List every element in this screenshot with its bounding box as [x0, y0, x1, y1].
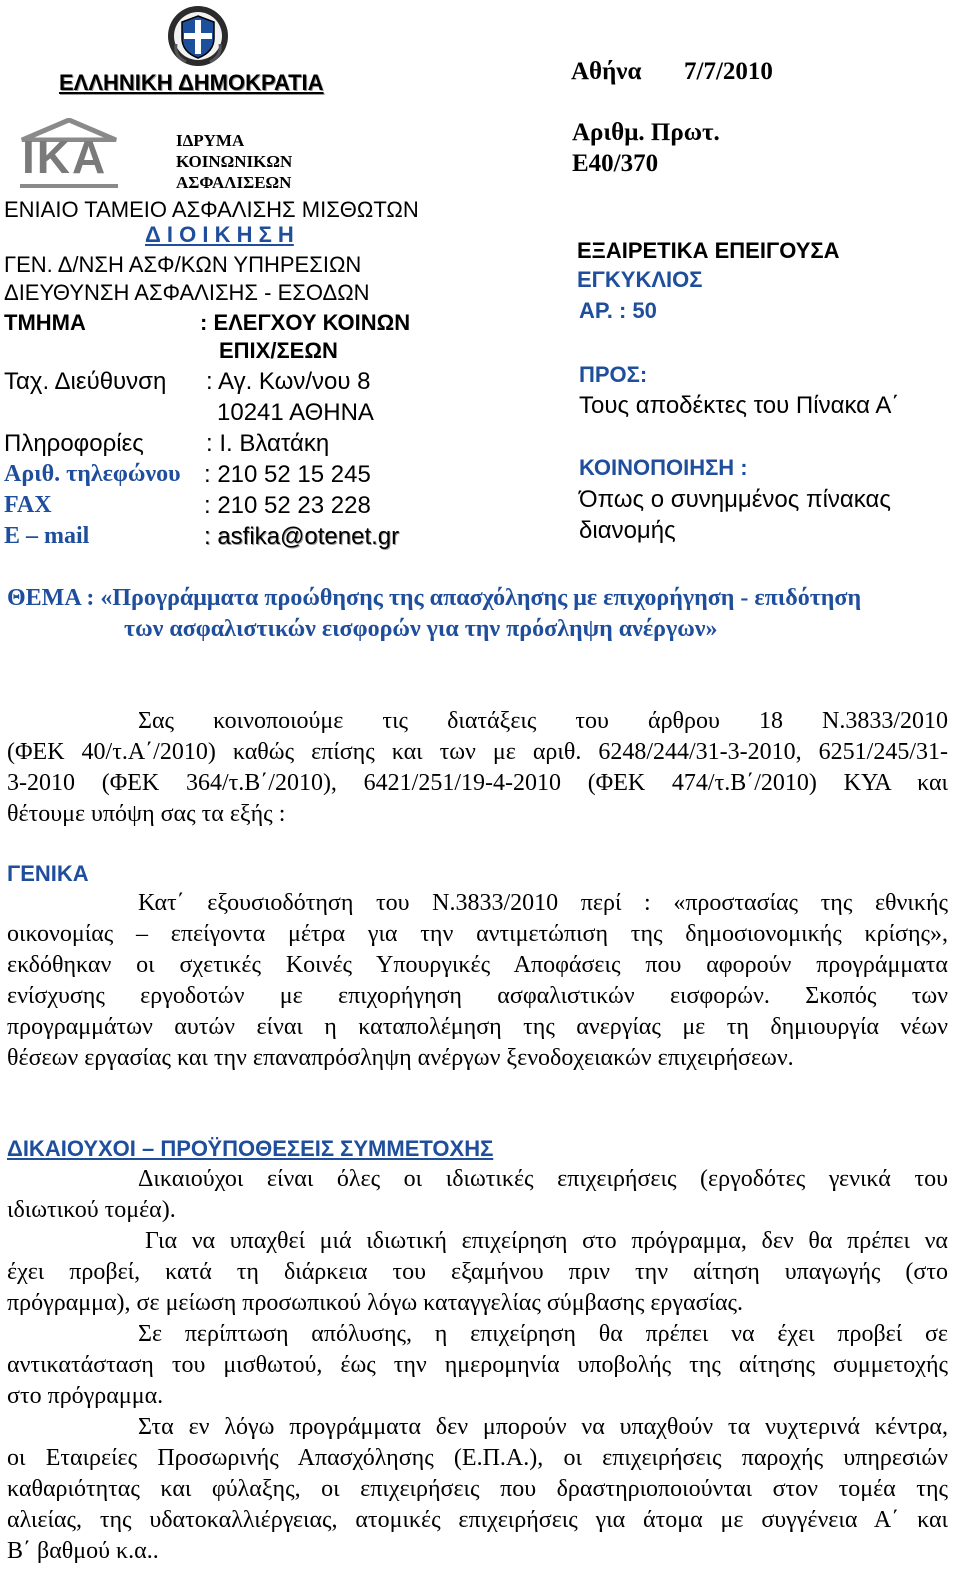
general-heading: ΓΕΝΙΚΑ [7, 861, 89, 886]
administration-label: Δ Ι Ο Ι Κ Η Σ Η [145, 222, 294, 247]
greek-coat-of-arms-icon [166, 4, 230, 68]
eligible-paragraph-1 [7, 1164, 948, 1567]
paragraph-line: Β΄ βαθμού κ.α.. [7, 1538, 159, 1564]
paragraph-line: αλιείας, της υδατοκαλλιέργειας, ατομικές επιχειρήσεις για άτομα με συγγένεια Α΄ και [7, 1507, 948, 1533]
paragraph-line: 3-2010 (ΦΕΚ 364/τ.Β΄/2010), 6421/251/19-4-2010 (ΦΕΚ 474/τ.Β΄/2010) ΚΥΑ και [7, 770, 948, 796]
paragraph-line: θέσεων εργασίας και την επαναπρόσληψη ανέργων ξενοδοχειακών επιχειρήσεων. [7, 1045, 794, 1071]
eligible-heading: ΔΙΚΑΙΟΥΧΟΙ – ΠΡΟΫΠΟΘΕΣΕΙΣ ΣΥΜΜΕΤΟΧΗΣ [7, 1136, 494, 1161]
circular-label: ΕΓΚΥΚΛΙΟΣ [577, 267, 703, 292]
paragraph-line: εκδόθηκαν οι σχετικές Κοινές Υπουργικές Αποφάσεις που αφορούν προγράμματα [7, 952, 948, 978]
paragraph-line: Σε περίπτωση απόλυσης, η επιχείρηση θα πρέπει να έχει προβεί σε [138, 1321, 948, 1347]
paragraph-line: Σας κοινοποιούμε τις διατάξεις του άρθρου 18 Ν.3833/2010 [138, 708, 948, 734]
institute-name [176, 130, 292, 193]
paragraph-line: ιδιωτικού τομέα). [7, 1197, 176, 1223]
paragraph-line: οικονομίας – επείγοντα μέτρα για την αντιμετώπιση της δημοσιονομικής κρίσης», [7, 921, 948, 947]
protocol-label: Αριθμ. Πρωτ. [572, 119, 720, 146]
paragraph-line: έχει προβεί, κατά τη διάρκεια του εξαμήνου πριν την αίτηση υπαγωγής (στο [7, 1259, 948, 1285]
cc-value: Όπως ο συνημμένος πίνακας [579, 486, 891, 513]
protocol-number: Ε40/370 [572, 150, 659, 177]
paragraph-line: καθαριότητας και φύλαξης, οι επιχειρήσεις που δραστηριοποιούνται στον τομέα της [7, 1476, 948, 1502]
paragraph-line: Δικαιούχοι είναι όλες οι ιδιωτικές επιχειρήσεις (εργοδότες γενικά του [138, 1166, 948, 1192]
info-label: Πληροφορίες [4, 430, 144, 457]
paragraph-line: θέτουμε υπόψη σας τα εξής : [7, 801, 286, 827]
paragraph-line: Κατ΄ εξουσιοδότηση του Ν.3833/2010 περί : «προστασίας της εθνικής [138, 890, 948, 916]
republic-title: ΕΛΛΗΝΙΚΗ ΔΗΜΟΚΡΑΤΙΑ [59, 70, 324, 95]
email-label: E – mail [4, 523, 90, 549]
section-label: ΤΜΗΜΑ [4, 310, 86, 335]
ika-logo-text: IKA [22, 131, 108, 183]
subject-line: ΘΕΜΑ : «Προγράμματα προώθησης της απασχόλησης με επιχορήγηση - επιδότηση [7, 585, 862, 611]
directorate-name: ΓΕΝ. Δ/ΝΣΗ ΑΣΦ/ΚΩΝ ΥΠΗΡΕΣΙΩΝ [4, 252, 362, 277]
address-value: : Αγ. Κων/νου 8 [206, 368, 371, 395]
general-paragraph [7, 888, 948, 1074]
paragraph-line: οι Εταιρείες Προσωρινής Απασχόλησης (Ε.Π.Α.), οι επιχειρήσεις παροχής υπηρεσιών [7, 1445, 948, 1471]
recipients-label: ΠΡΟΣ: [579, 362, 648, 387]
fax-value: : 210 52 23 228 [204, 492, 371, 519]
city: Αθήνα [571, 58, 642, 85]
circular-number: ΑΡ. : 50 [579, 298, 657, 323]
paragraph-line: αντικατάσταση του μισθωτού, έως την ημερομηνία υποβολής της αίτησης συμμετοχής [7, 1352, 948, 1378]
institute-line: ΙΔΡΥΜΑ [176, 131, 245, 150]
paragraph-line: (ΦΕΚ 40/τ.Α΄/2010) καθώς επίσης και των με αριθ. 6248/244/31-3-2010, 6251/245/31- [7, 739, 948, 765]
info-value: : Ι. Βλατάκη [206, 430, 330, 457]
paragraph-line: Για να υπαχθεί μιά ιδιωτική επιχείρηση στο πρόγραμμα, δεν θα πρέπει να [145, 1228, 948, 1254]
section-value-cont: ΕΠΙΧ/ΣΕΩΝ [219, 338, 338, 363]
address-label: Ταχ. Διεύθυνση [4, 368, 167, 395]
subject-line: των ασφαλιστικών εισφορών για την πρόσληψη ανέργων» [124, 616, 718, 642]
intro-paragraph [7, 706, 948, 830]
ika-logo [18, 118, 120, 190]
department-name: ΔΙΕΥΘΥΝΣΗ ΑΣΦΑΛΙΣΗΣ - ΕΣΟΔΩΝ [4, 280, 370, 305]
recipients-value: Τους αποδέκτες του Πίνακα Α΄ [579, 392, 900, 419]
cc-value-cont: διανομής [579, 517, 676, 544]
urgency-label: ΕΞΑΙΡΕΤΙΚΑ ΕΠΕΙΓΟΥΣΑ [577, 238, 840, 263]
institute-line: ΑΣΦΑΛΙΣΕΩΝ [176, 173, 292, 192]
email-value[interactable]: : asfika@otenet.gr [204, 523, 400, 550]
paragraph-line: Στα εν λόγω προγράμματα δεν μπορούν να υπαχθούν τα νυχτερινά κέντρα, [138, 1414, 948, 1440]
date: 7/7/2010 [684, 58, 773, 85]
fax-label: FAX [4, 492, 52, 518]
paragraph-line: ενίσχυσης εργοδοτών με επιχορήγηση ασφαλιστικών εισφορών. Σκοπός των [7, 983, 948, 1009]
paragraph-line: προγραμμάτων αυτών είναι η καταπολέμηση της ανεργίας με τη δημιουργία νέων [7, 1014, 948, 1040]
fund-name: ΕΝΙΑΙΟ ΤΑΜΕΙΟ ΑΣΦΑΛΙΣΗΣ ΜΙΣΘΩΤΩΝ [4, 197, 419, 222]
section-value: : ΕΛΕΓΧΟΥ ΚΟΙΝΩΝ [200, 310, 411, 335]
phone-value: : 210 52 15 245 [204, 461, 371, 488]
address-postcode: 10241 ΑΘΗΝΑ [217, 399, 374, 426]
phone-label: Αριθ. τηλεφώνου [4, 461, 181, 487]
paragraph-line: πρόγραμμα), σε μείωση προσωπικού λόγω καταγγελίας σύμβασης εργασίας. [7, 1290, 744, 1316]
paragraph-line: στο πρόγραμμα. [7, 1383, 164, 1409]
cc-label: ΚΟΙΝΟΠΟΙΗΣΗ : [579, 455, 748, 480]
institute-line: ΚΟΙΝΩΝΙΚΩΝ [176, 152, 293, 171]
